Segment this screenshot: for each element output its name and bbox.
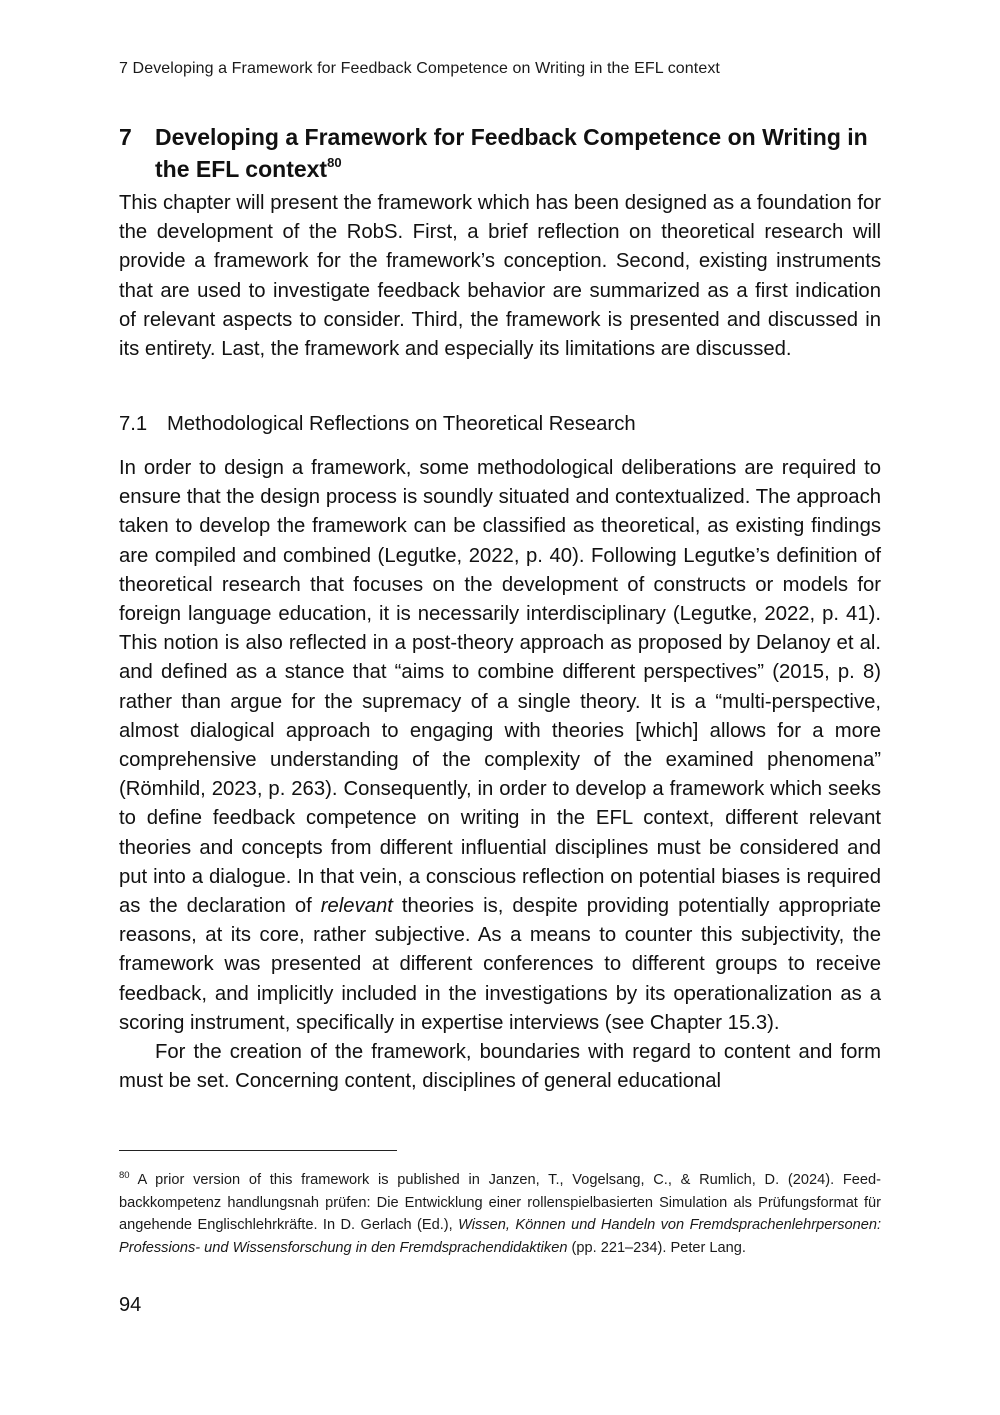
footnote [119,1169,881,1259]
footnote-text-a: A prior version of this framework is published in Janzen, T., Vogelsang, C., & Rumlich, D. (2024). Feedbackkompetenz handlungsnah prüfen: Die Entwicklung einer rollenspielbasierten Simulation als Prüfungsformat für angehende Englischlehrkräfte. In D. Gerlach (Ed.), [119,1172,881,1234]
footnote-text-b: (pp. 221–234). Peter Lang. [567,1239,746,1256]
page-number: 94 [119,1294,142,1316]
chapter-heading [119,121,889,185]
footnote-mark: 80 [119,1170,130,1181]
section-body [119,454,881,1096]
footnote-italic: Wissen, Können und Handeln von Fremdsprachenlehrpersonen: Professions- und Wissensforschung in den Fremdsprachendidaktiken [119,1217,882,1256]
chapter-number: 7 [119,124,132,150]
body-paragraph-1 [119,454,881,1038]
paragraph1-text-a: In order to design a framework, some methodological deliberations are required to ensure that the design process is soundly situated and contextualized. The approach taken to develop the framework can be classified as theoretical, as existing findings are compiled and combined (Legutke, 2022, p. 40). Following Legutke’s definition of theoretical research that focuses on the development of constructs or models for foreign language education, it is necessarily interdisciplinary (Legutke, 2022, p. 41). This notion is also reflected in a post-theory approach as proposed by Delanoy et al. and defined as a stance that “aims to combine different perspectives” (2015, p. 8) rather than argue for the supremacy of a single theory. It is a “multi-perspective, almost dialogical approach to engaging with theories [which] allows for a more comprehensive understanding of the complexity of the examined phenomena” (Römhild, 2023, p. 263). Consequently, in order to develop a framework which seeks to define feedback competence on writing in the EFL context, different relevant theories and concepts from different influential disciplines must be considered and put into a dialogue. In that vein, a conscious reflection on potential biases is required as the declaration of [119,457,881,918]
paragraph1-text-b: theories is, despite providing potentially appropriate reasons, at its core, rather subjective. As a means to counter this subjectivity, the framework was presented at different conferences to different groups to receive feedback, and implicitly included in the investigations by its operationalization as a scoring instrument, specifically in expertise interviews (see Chapter 15.3). [119,895,881,1034]
section-number: 7.1 [119,413,148,435]
chapter-title-wrap [155,121,889,185]
chapter-title: Developing a Framework for Feedback Competence on Writing in the EFL context [155,124,868,182]
footnote-divider [119,1150,397,1151]
running-head: 7 Developing a Framework for Feedback Competence on Writing in the EFL context [119,60,720,77]
section-heading [119,410,636,439]
footnote-reference[interactable]: 80 [327,155,342,170]
section-title: Methodological Reflections on Theoretical Research [167,413,636,435]
paragraph1-italic: relevant [320,895,393,918]
body-paragraph-2: For the creation of the framework, boundaries with regard to content and form must be set. Concerning content, disciplines of general educational [119,1041,881,1093]
intro-paragraph: This chapter will present the framework which has been designed as a foundation for the development of the RobS. First, a brief reflection on theoretical research will provide a framework for the framework’s conception. Second, existing instruments that are used to investigate feedback behavior are summarized as a first indication of relevant aspects to consider. Third, the framework is presented and discussed in its entirety. Last, the framework and especially its limitations are discussed. [119,192,881,361]
